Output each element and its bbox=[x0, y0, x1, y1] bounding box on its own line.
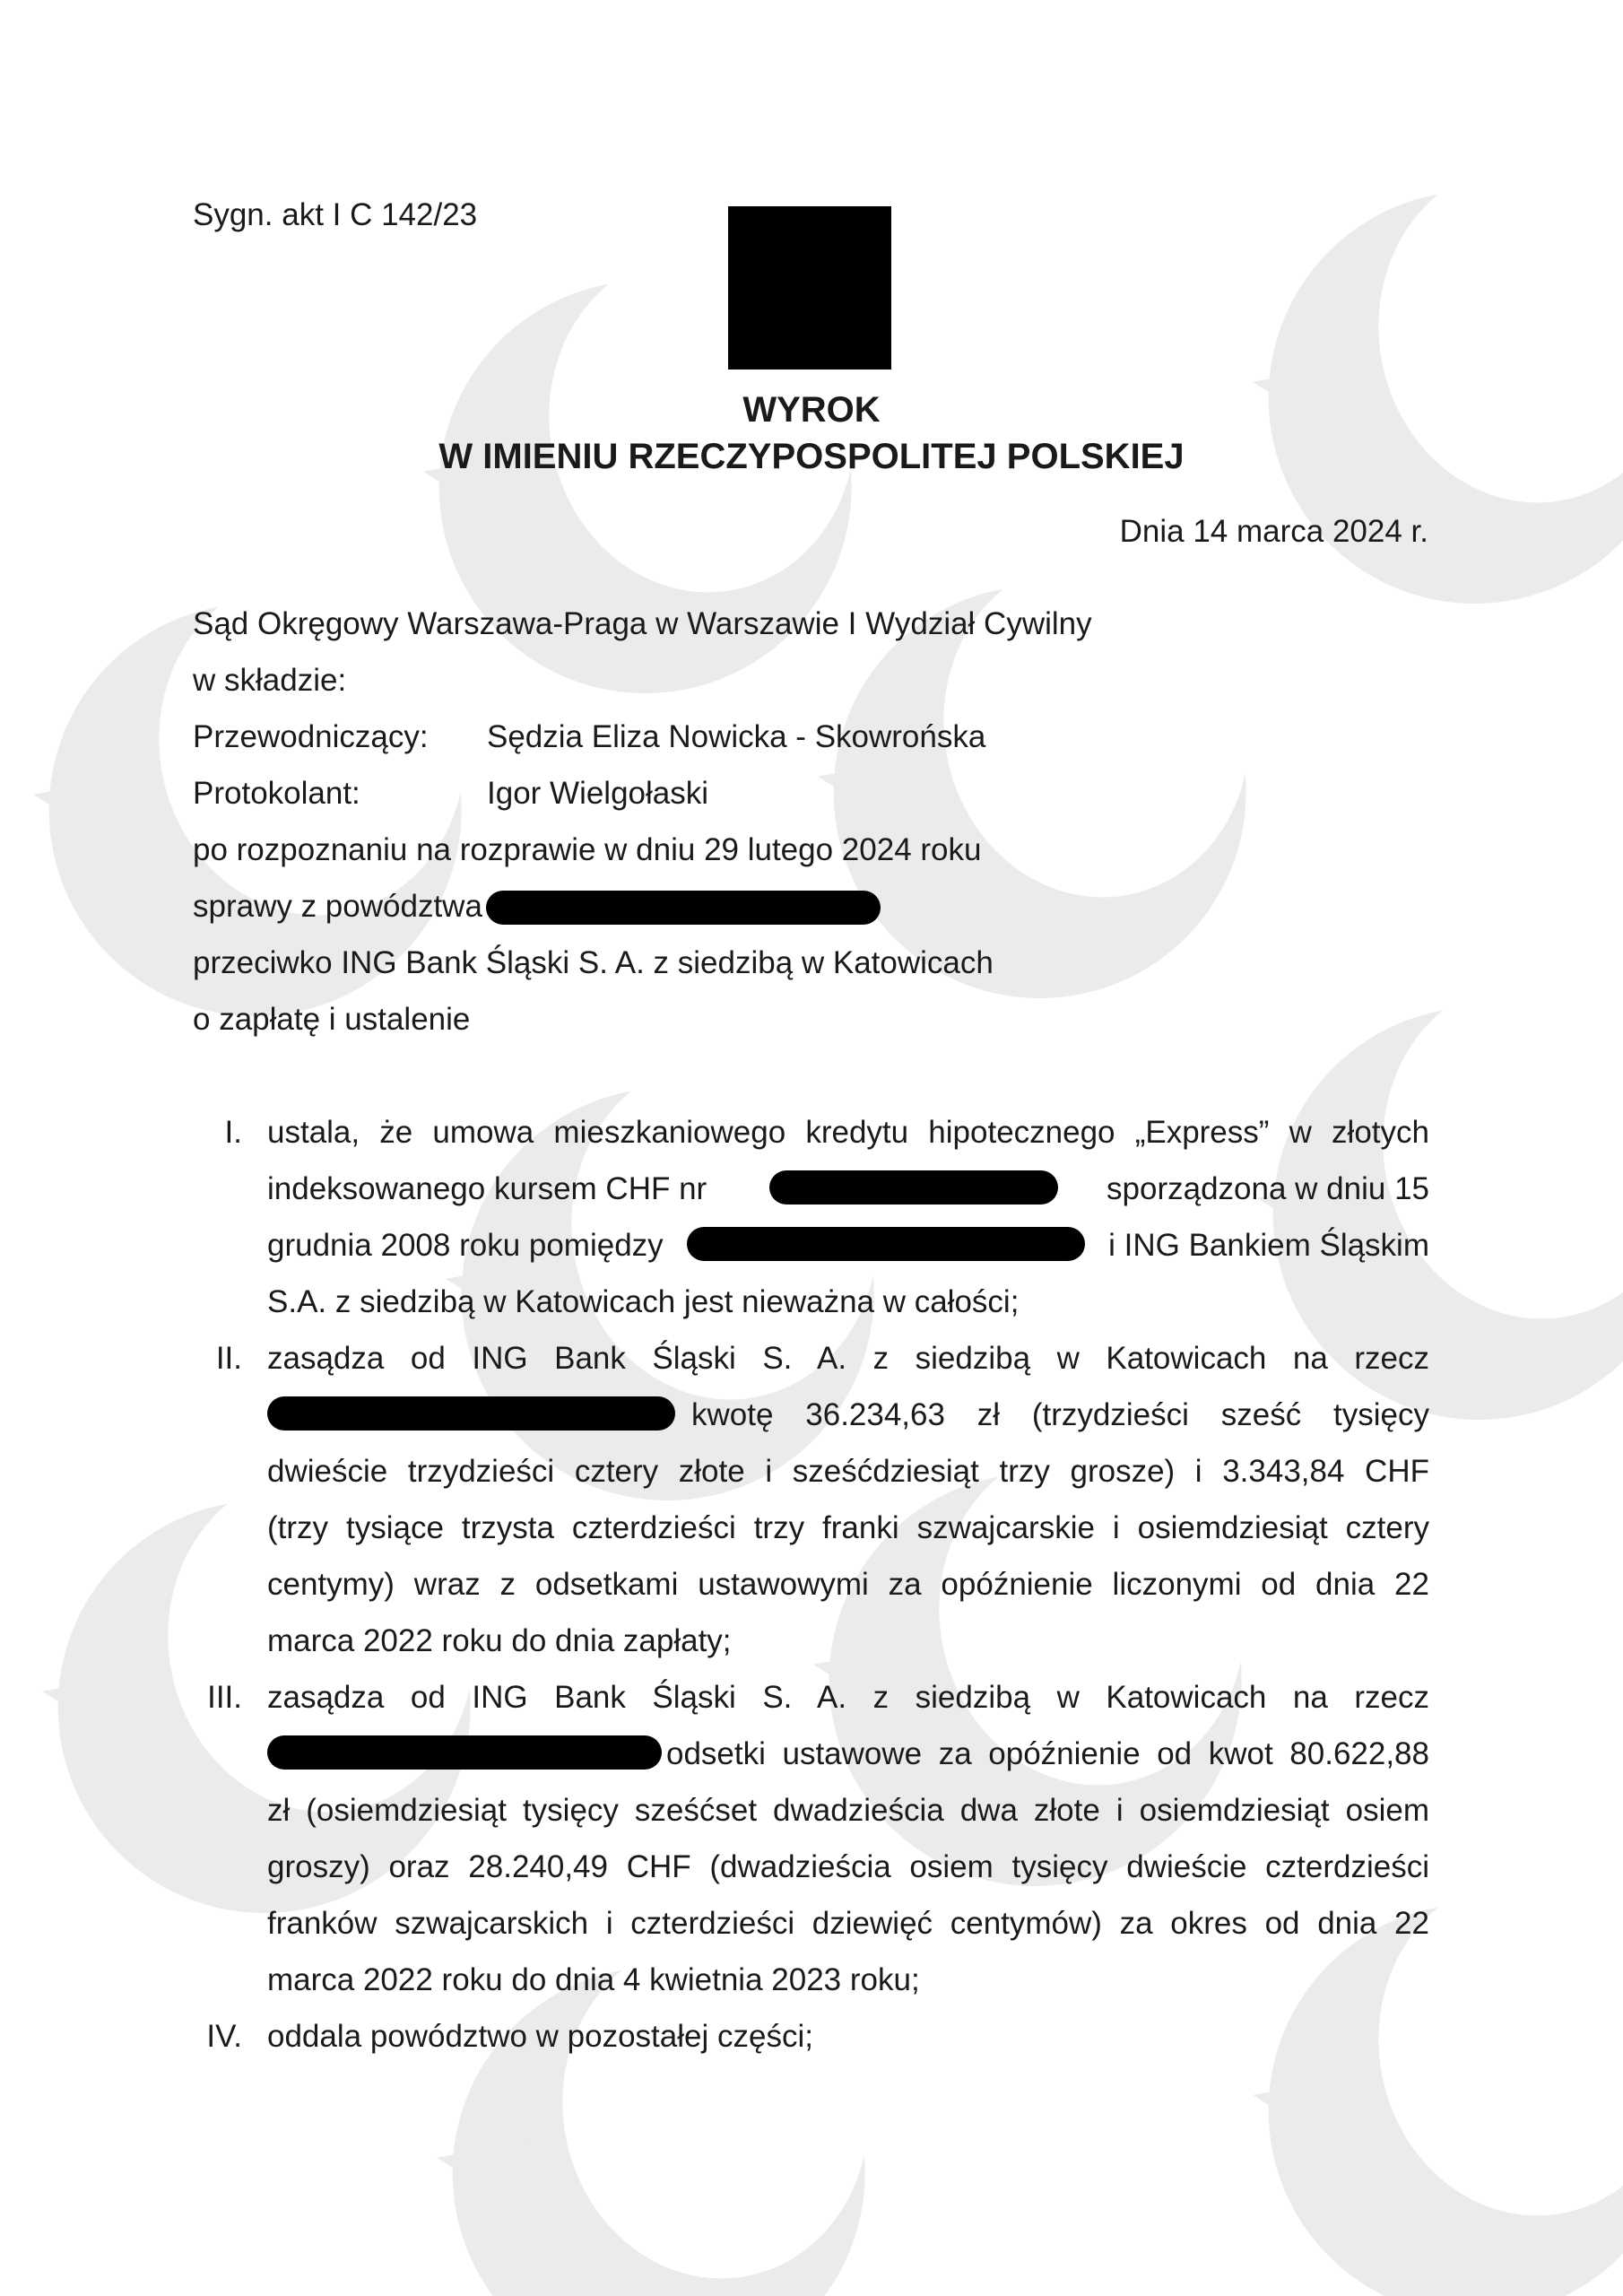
redaction-bar bbox=[267, 1735, 662, 1770]
claim-prefix: sprawy z powództwa bbox=[193, 889, 482, 924]
item-number: I. bbox=[224, 1115, 242, 1150]
redaction-bar bbox=[267, 1396, 675, 1431]
presiding-label: Przewodniczący: bbox=[193, 719, 429, 754]
item-line: ustala, że umowa mieszkaniowego kredytu hipotecznego „Express” w złotych bbox=[267, 1115, 1429, 1150]
hearing-info: po rozpoznaniu na rozprawie w dniu 29 lutego 2024 roku bbox=[193, 832, 982, 867]
judgment-date: Dnia 14 marca 2024 r. bbox=[1119, 514, 1428, 549]
item-line: marca 2022 roku do dnia 4 kwietnia 2023 roku; bbox=[267, 1962, 920, 1997]
item-line-segment: i ING Bankiem Śląskim bbox=[1108, 1228, 1429, 1263]
presiding-value: Sędzia Eliza Nowicka - Skowrońska bbox=[487, 719, 986, 754]
item-line: franków szwajcarskich i czterdzieści dziewięć centymów) za okres od dnia 22 bbox=[267, 1906, 1429, 1941]
item-line bbox=[267, 1230, 1429, 1261]
item-number: II. bbox=[215, 1341, 242, 1376]
item-line-segment: odsetki ustawowe za opóźnienie od kwot 80.622,88 bbox=[666, 1736, 1429, 1771]
clerk-value: Igor Wielgołaski bbox=[487, 776, 709, 811]
redaction-bar bbox=[687, 1227, 1085, 1261]
court-name: Sąd Okręgowy Warszawa-Praga w Warszawie I Wydział Cywilny bbox=[193, 606, 1092, 641]
item-line: marca 2022 roku do dnia zapłaty; bbox=[267, 1623, 732, 1658]
item-line: groszy) oraz 28.240,49 CHF (dwadzieścia osiem tysięcy dwieście czterdzieści bbox=[267, 1849, 1429, 1884]
document-title: WYROK bbox=[742, 390, 881, 430]
item-number: IV. bbox=[206, 2019, 242, 2054]
item-line: S.A. z siedzibą w Katowicach jest nieważna w całości; bbox=[267, 1284, 1020, 1319]
case-signature: Sygn. akt I C 142/23 bbox=[193, 197, 478, 232]
document-subtitle: W IMIENIU RZECZYPOSPOLITEJ POLSKIEJ bbox=[438, 437, 1185, 476]
claim-line bbox=[193, 891, 881, 925]
defendant-line: przeciwko ING Bank Śląski S. A. z siedzibą w Katowicach bbox=[193, 945, 994, 980]
item-line: (trzy tysiące trzysta czterdzieści trzy franki szwajcarskie i osiemdziesiąt cztery bbox=[267, 1510, 1429, 1545]
item-line-segment: sporządzona w dniu 15 bbox=[1107, 1171, 1429, 1206]
item-line: zasądza od ING Bank Śląski S. A. z siedzibą w Katowicach na rzecz bbox=[267, 1680, 1429, 1715]
redaction-bar bbox=[486, 891, 881, 925]
court-composition: w składzie: bbox=[193, 663, 347, 698]
case-subject: o zapłatę i ustalenie bbox=[193, 1002, 471, 1037]
item-line-segment: kwotę 36.234,63 zł (trzydzieści sześć tysięcy bbox=[691, 1397, 1429, 1432]
item-line: oddala powództwo w pozostałej części; bbox=[267, 2019, 813, 2054]
item-line-segment: grudnia 2008 roku pomiędzy bbox=[267, 1228, 664, 1263]
item-line: zasądza od ING Bank Śląski S. A. z siedzibą w Katowicach na rzecz bbox=[267, 1341, 1429, 1376]
court-seal-redacted-icon bbox=[728, 206, 891, 370]
clerk-label: Protokolant: bbox=[193, 776, 360, 811]
item-line: dwieście trzydzieści cztery złote i sześćdziesiąt trzy grosze) i 3.343,84 CHF bbox=[267, 1454, 1429, 1489]
item-line-segment: indeksowanego kursem CHF nr bbox=[267, 1171, 707, 1206]
item-number: III. bbox=[207, 1680, 242, 1715]
redaction-bar bbox=[769, 1170, 1058, 1205]
item-line: centymy) wraz z odsetkami ustawowymi za opóźnienie liczonymi od dnia 22 bbox=[267, 1567, 1429, 1602]
item-line: zł (osiemdziesiąt tysięcy sześćset dwadzieścia dwa złote i osiemdziesiąt osiem bbox=[267, 1793, 1429, 1828]
item-line bbox=[267, 1173, 1429, 1205]
